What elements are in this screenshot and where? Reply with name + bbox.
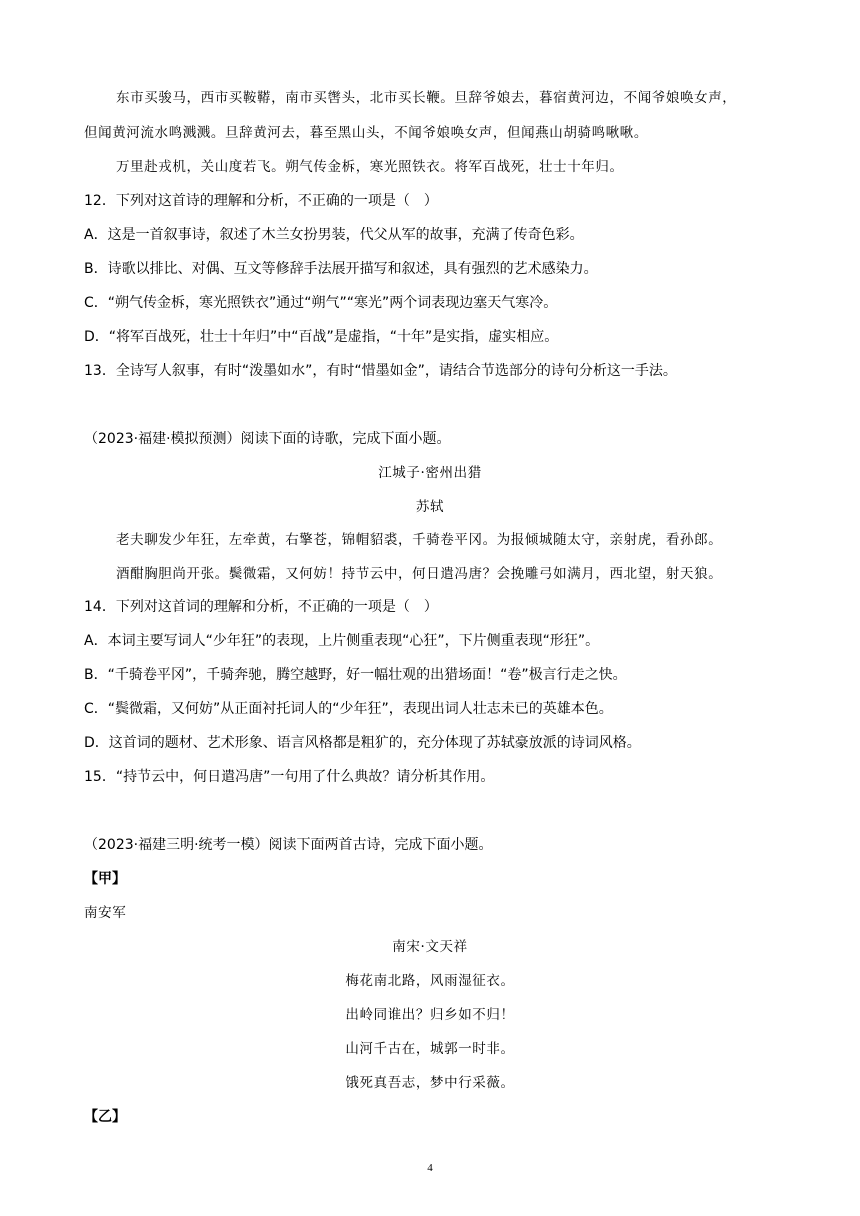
- section2-poem-title: 江城子·密州出猎: [378, 465, 482, 481]
- question-14-option-c: C．“鬓微霜，又何妨”从正面衬托词人的“少年狂”，表现出词人壮志未已的英雄本色。: [84, 701, 613, 717]
- question-14-option-a: A．本词主要写词人“少年狂”的表现，上片侧重表现“心狂”，下片侧重表现“形狂”。: [84, 633, 600, 649]
- section3-poem-line2: 出岭同谁出？归乡如不归！: [345, 1007, 515, 1023]
- question-12-option-a: A．这是一首叙事诗，叙述了木兰女扮男装，代父从军的故事，充满了传奇色彩。: [84, 227, 584, 243]
- question-14-stem: 14．下列对这首词的理解和分析，不正确的一项是（ ）: [84, 599, 438, 615]
- section3-poem-line3: 山河千古在，城郭一时非。: [345, 1041, 515, 1057]
- section3-label-jia: 【甲】: [84, 871, 126, 887]
- question-14-option-b: B．“千骑卷平冈”，千骑奔驰，腾空越野，好一幅壮观的出猎场面！“卷”极言行走之快。: [84, 667, 627, 683]
- section2-poem-author: 苏轼: [415, 499, 445, 515]
- question-14-option-d: D．这首词的题材、艺术形象、语言风格都是粗犷的，充分体现了苏轼豪放派的诗词风格。: [84, 735, 641, 751]
- section2-poem-line1: 老夫聊发少年狂，左牵黄，右擎苍，锦帽貂裘，千骑卷平冈。为报倾城随太守，亲射虎，看孙郎。: [116, 532, 723, 548]
- section3-poem-author: 南宋·文天祥: [392, 939, 468, 955]
- poem1-line3: 万里赴戎机，关山度若飞。朔气传金柝，寒光照铁衣。将军百战死，壮士十年归。: [116, 159, 624, 175]
- question-12-stem: 12．下列对这首诗的理解和分析，不正确的一项是（ ）: [84, 193, 438, 209]
- question-15: 15．“持节云中，何日遣冯唐”一句用了什么典故？请分析其作用。: [84, 769, 495, 785]
- question-12-option-d: D．“将军百战死，壮士十年归”中“百战”是虚指，“十年”是实指，虚实相应。: [84, 329, 559, 345]
- poem1-line1: 东市买骏马，西市买鞍鞯，南市买辔头，北市买长鞭。旦辞爷娘去，暮宿黄河边，不闻爷娘唤女声，: [116, 90, 737, 106]
- page-number: 4: [427, 1162, 433, 1174]
- section3-intro: （2023·福建三明·统考一模）阅读下面两首古诗，完成下面小题。: [84, 837, 493, 853]
- section3-label-yi: 【乙】: [84, 1109, 126, 1125]
- section3-poem-line1: 梅花南北路，风雨湿征衣。: [345, 973, 515, 989]
- question-12-option-b: B．诗歌以排比、对偶、互文等修辞手法展开描写和叙述，具有强烈的艺术感染力。: [84, 261, 598, 277]
- section3-poem-line4: 饿死真吾志，梦中行采薇。: [345, 1075, 515, 1091]
- section3-poem-title: 南安军: [84, 905, 127, 921]
- section2-intro: （2023·福建·模拟预测）阅读下面的诗歌，完成下面小题。: [84, 431, 451, 447]
- poem1-line2: 但闻黄河流水鸣溅溅。旦辞黄河去，暮至黑山头，不闻爷娘唤女声，但闻燕山胡骑鸣啾啾。: [84, 125, 648, 141]
- question-12-option-c: C．“朔气传金柝，寒光照铁衣”通过“朔气”“寒光”两个词表现边塞天气寒冷。: [84, 295, 558, 311]
- section2-poem-line2: 酒酣胸胆尚开张。鬓微霜，又何妨！持节云中，何日遣冯唐？会挽雕弓如满月，西北望，射天狼。: [116, 566, 723, 582]
- question-13: 13．全诗写人叙事，有时“泼墨如水”，有时“惜墨如金”，请结合节选部分的诗句分析这一手法。: [84, 363, 677, 379]
